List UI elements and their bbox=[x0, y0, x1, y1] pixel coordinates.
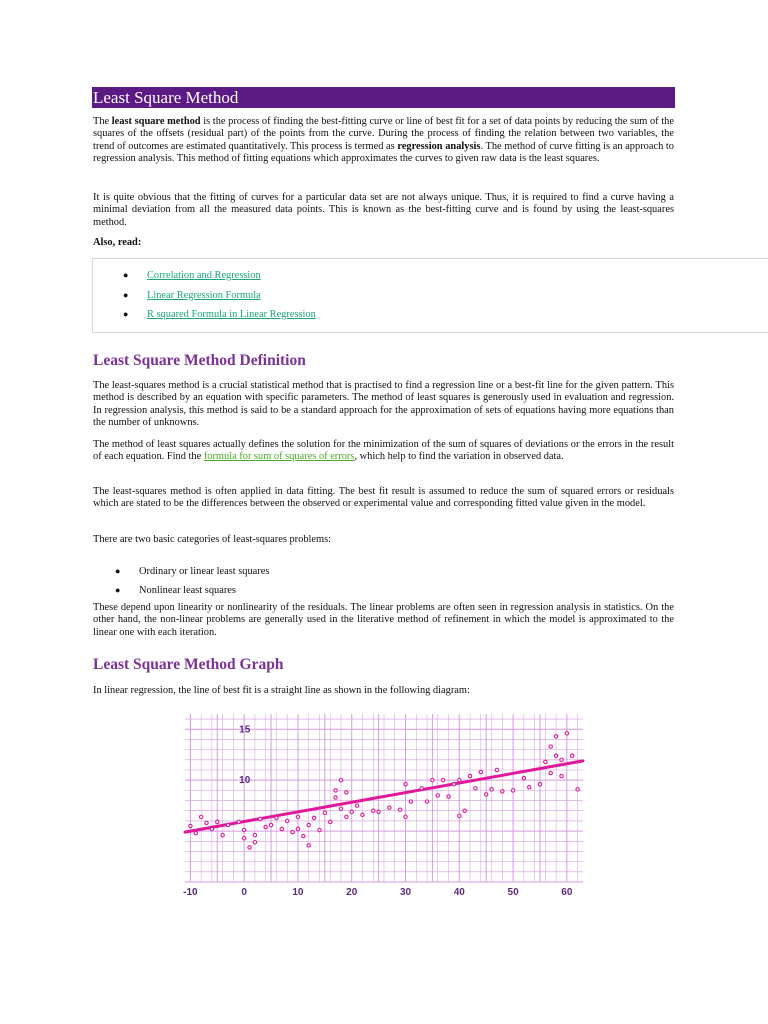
chart-point bbox=[237, 820, 240, 823]
chart-point bbox=[544, 760, 547, 763]
chart-point bbox=[302, 834, 305, 837]
chart-point bbox=[528, 786, 531, 789]
chart-point bbox=[296, 815, 299, 818]
intro-paragraph-1 bbox=[93, 116, 674, 166]
chart-point bbox=[334, 789, 337, 792]
definition-paragraph-1: The least-squares method is a crucial statistical method that is practised to find a regression line or a best-fit line for the given pattern. This method is described by an equation with specific parameters. The method of least squares is generously used in evaluation and regression. In regression analysis, this method is said to be a standard approach for the approximation of sets of equations having more equations than the number of unknowns. bbox=[93, 380, 674, 429]
chart-point bbox=[420, 787, 423, 790]
chart-point bbox=[221, 833, 224, 836]
chart-point bbox=[404, 815, 407, 818]
chart-point bbox=[490, 788, 493, 791]
chart-point bbox=[210, 827, 213, 830]
chart-point bbox=[259, 817, 262, 820]
chart-x-tick-label: 20 bbox=[346, 887, 358, 898]
chart-point bbox=[549, 745, 552, 748]
also-read-box bbox=[92, 258, 768, 333]
chart-y-tick-label: 15 bbox=[239, 724, 251, 736]
chart-point bbox=[441, 778, 444, 781]
chart-point bbox=[576, 788, 579, 791]
chart-x-tick-label: 10 bbox=[292, 887, 304, 898]
link-correlation-regression[interactable]: Correlation and Regression bbox=[147, 270, 261, 281]
chart-point bbox=[565, 732, 568, 735]
chart-point bbox=[409, 800, 412, 803]
chart-x-tick-label: 0 bbox=[241, 887, 247, 898]
chart-point bbox=[199, 815, 202, 818]
link-linear-regression-formula[interactable]: Linear Regression Formula bbox=[147, 290, 261, 301]
bullet-icon: ● bbox=[115, 566, 121, 576]
chart-point bbox=[307, 844, 310, 847]
bullet-text: Ordinary or linear least squares bbox=[139, 566, 270, 577]
chart-x-tick-label: 40 bbox=[453, 887, 465, 898]
chart-point bbox=[372, 809, 375, 812]
chart-point bbox=[253, 841, 256, 844]
chart-point bbox=[312, 816, 315, 819]
chart-point bbox=[350, 810, 353, 813]
chart-point bbox=[253, 833, 256, 836]
also-read-label: Also, read: bbox=[93, 237, 142, 248]
chart-x-tick-label: 50 bbox=[507, 887, 519, 898]
chart-point bbox=[479, 770, 482, 773]
definition-text: The method of least squares actually defines the solution for the minimization of the sum of squares of deviations or the errors in the result of each equation. Find the bbox=[93, 439, 674, 463]
chart-point bbox=[205, 821, 208, 824]
chart-point bbox=[275, 816, 278, 819]
chart-point bbox=[226, 823, 229, 826]
chart-point bbox=[511, 789, 514, 792]
chart-point bbox=[404, 783, 407, 786]
chart-point bbox=[474, 787, 477, 790]
chart-point bbox=[242, 837, 245, 840]
chart-point bbox=[458, 814, 461, 817]
chart-point bbox=[291, 830, 294, 833]
chart-point bbox=[264, 825, 267, 828]
chart-point bbox=[571, 754, 574, 757]
chart-point bbox=[189, 824, 192, 827]
chart-point bbox=[329, 820, 332, 823]
chart-point bbox=[334, 796, 337, 799]
definition-paragraph-5: These depend upon linearity or nonlinearity of the residuals. The linear problems are often seen in regression analysis in statistics. On the other hand, the non-linear problems are generally used in the literative method of refinement in which the model is approximated to the linear one with each iteration. bbox=[93, 602, 674, 638]
definition-text: , which help to find the variation in observed data. bbox=[354, 451, 564, 463]
graph-paragraph: In linear regression, the line of best fit is a straight line as shown in the following diagram: bbox=[93, 685, 470, 696]
chart-point bbox=[452, 783, 455, 786]
least-squares-chart bbox=[183, 712, 585, 898]
chart-point bbox=[355, 804, 358, 807]
chart-point bbox=[522, 776, 525, 779]
bullet-icon: ● bbox=[123, 309, 129, 319]
chart-point bbox=[216, 820, 219, 823]
intro-text: . The method of curve fitting is an approach to regression analysis. This method of fitting equations which approximates the curves to given raw data is the least squares. bbox=[93, 140, 675, 165]
chart-point bbox=[468, 774, 471, 777]
chart-point bbox=[339, 778, 342, 781]
chart-point bbox=[269, 823, 272, 826]
chart-point bbox=[554, 754, 557, 757]
chart-point bbox=[318, 828, 321, 831]
chart-point bbox=[398, 808, 401, 811]
chart-point bbox=[549, 771, 552, 774]
chart-point bbox=[339, 807, 342, 810]
definition-heading: Least Square Method Definition bbox=[93, 352, 306, 369]
chart-point bbox=[345, 815, 348, 818]
link-sum-of-squares-errors[interactable]: formula for sum of squares of errors bbox=[203, 451, 355, 463]
page-title: Least Square Method bbox=[92, 87, 675, 108]
chart-point bbox=[463, 809, 466, 812]
link-r-squared-formula[interactable]: R squared Formula in Linear Regression bbox=[147, 309, 316, 320]
bold-term: regression analysis bbox=[397, 140, 481, 152]
bold-term: least square method bbox=[111, 116, 201, 127]
chart-point bbox=[560, 758, 563, 761]
chart-y-tick-label: 10 bbox=[239, 775, 251, 787]
chart-point bbox=[484, 793, 487, 796]
bullet-icon: ● bbox=[123, 270, 129, 280]
intro-text: is the process of finding the best-fitting curve or line of best fit for a set of data points by reducing the sum of the squares of the offsets (residual part) of the points from the curve. During the process of finding the relation between two variables, the trend of outcomes are estimated quantitatively. This process is termed as bbox=[93, 116, 674, 152]
chart-grid bbox=[183, 712, 585, 898]
intro-text: The bbox=[93, 116, 112, 127]
definition-paragraph-2 bbox=[93, 439, 674, 464]
chart-point bbox=[458, 778, 461, 781]
chart-point bbox=[554, 735, 557, 738]
chart-point bbox=[538, 783, 541, 786]
chart-point bbox=[345, 791, 348, 794]
definition-paragraph-4: There are two basic categories of least-squares problems: bbox=[93, 534, 332, 545]
chart-point bbox=[361, 813, 364, 816]
chart-x-tick-label: 30 bbox=[399, 887, 412, 898]
chart-point bbox=[560, 774, 563, 777]
definition-paragraph-3: The least-squares method is often applied in data fitting. The best fit result is assumed to reduce the sum of squared errors or residuals which are stated to be the differences between the observed or experimental value and corresponding fitted value given in the model. bbox=[93, 486, 674, 510]
intro-paragraph-2: It is quite obvious that the fitting of curves for a particular data set are not always unique. Thus, it is required to find a curve having a minimal deviation from all the measured data points. This is known as the best-fitting curve and is found by using the least-squares method. bbox=[93, 192, 674, 228]
chart-point bbox=[377, 810, 380, 813]
bullet-text: Nonlinear least squares bbox=[139, 585, 236, 596]
chart-x-tick-label: -10 bbox=[183, 887, 198, 898]
chart-point bbox=[323, 811, 326, 814]
chart-x-tick-label: 60 bbox=[561, 887, 573, 898]
chart-point bbox=[280, 827, 283, 830]
chart-point bbox=[447, 795, 450, 798]
chart-point bbox=[242, 828, 245, 831]
chart-point bbox=[495, 768, 498, 771]
chart-point bbox=[425, 800, 428, 803]
chart-point bbox=[296, 827, 299, 830]
chart-point bbox=[248, 846, 251, 849]
bullet-icon: ● bbox=[115, 585, 121, 595]
chart-point bbox=[194, 831, 197, 834]
chart-point bbox=[307, 823, 310, 826]
chart-point bbox=[388, 806, 391, 809]
chart-point bbox=[501, 790, 504, 793]
chart-point bbox=[285, 819, 288, 822]
chart-point bbox=[436, 794, 439, 797]
chart-point bbox=[431, 778, 434, 781]
bullet-icon: ● bbox=[123, 290, 129, 300]
graph-heading: Least Square Method Graph bbox=[93, 656, 284, 673]
